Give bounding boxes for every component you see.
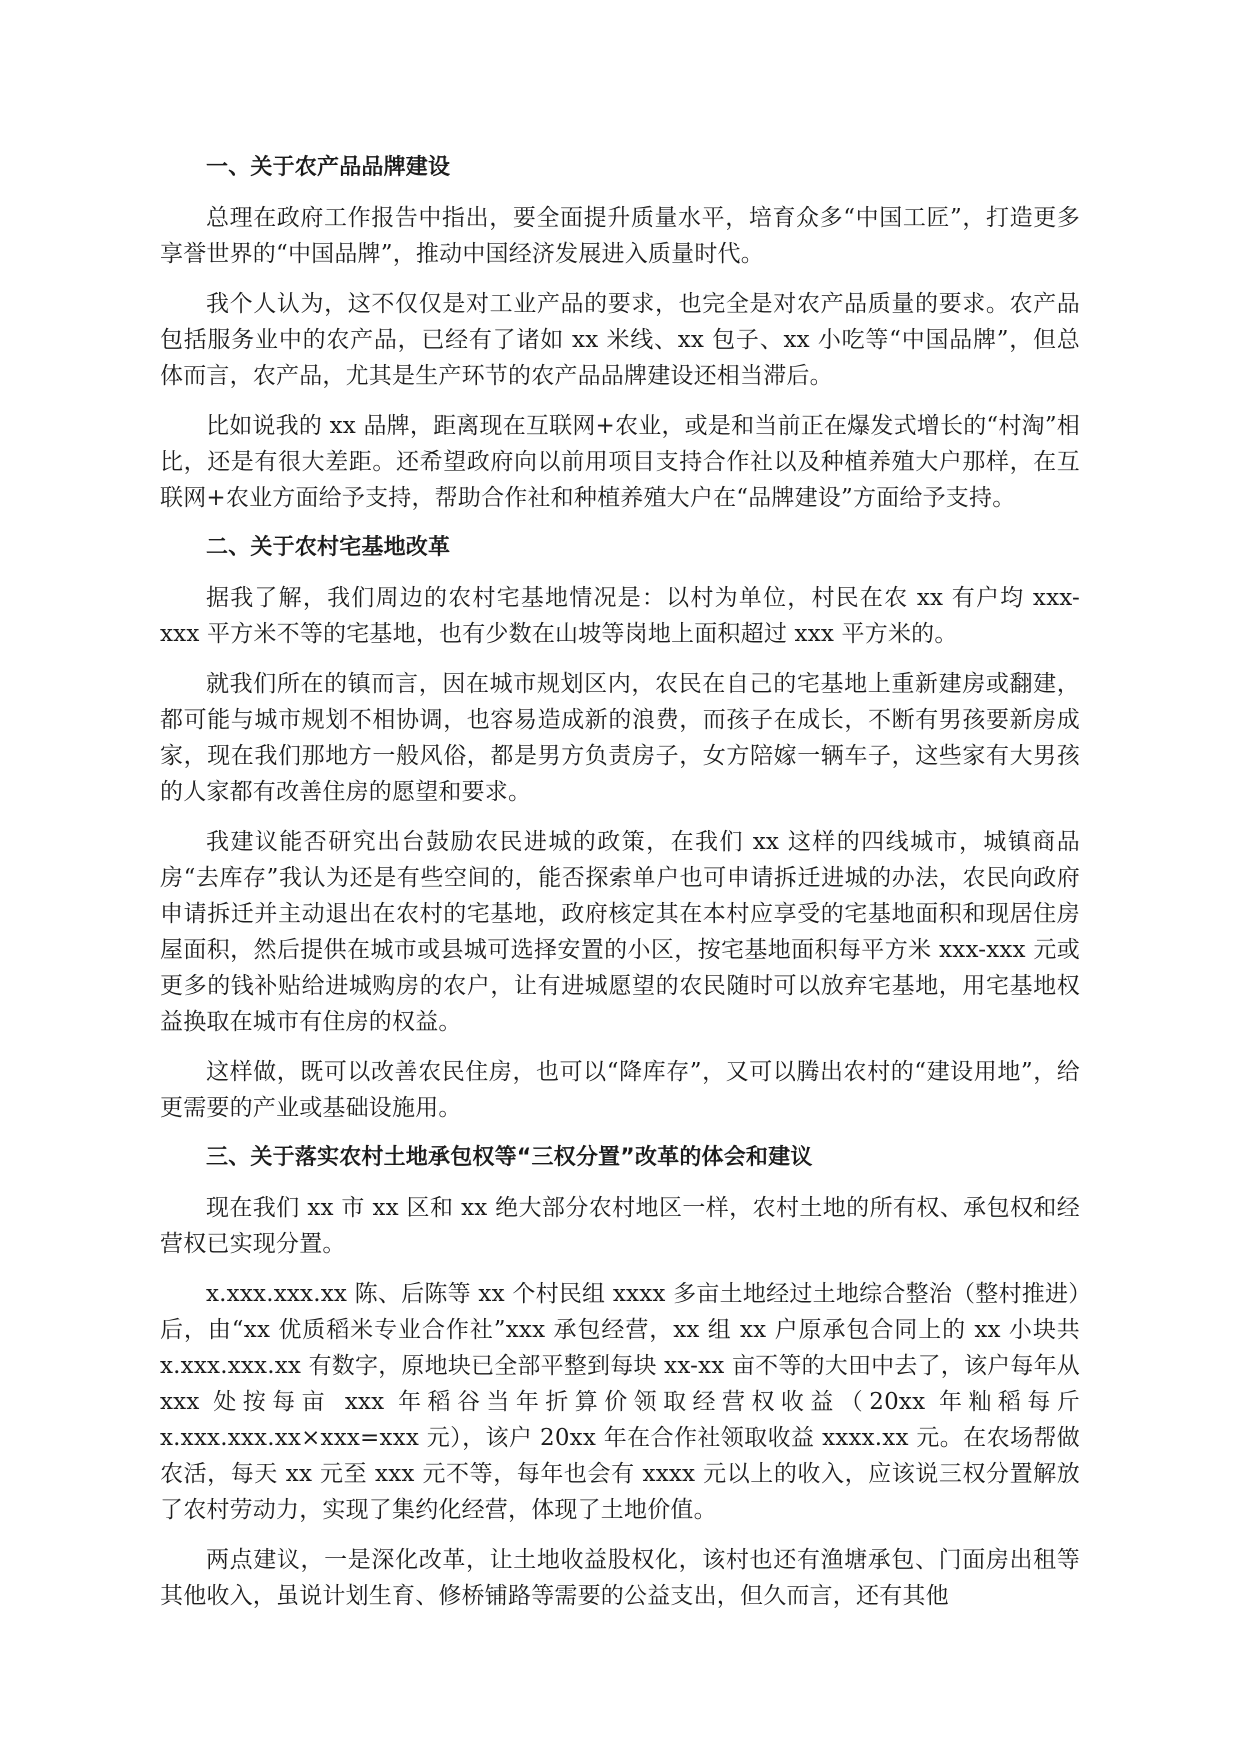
paragraph: 这样做，既可以改善农民住房，也可以“降库存”，又可以腾出农村的“建设用地”，给更需要的产业或基础设施用。	[160, 1059, 1080, 1121]
paragraph: x.xxx.xxx.xx 陈、后陈等 xx 个村民组 xxxx 多亩土地经过土地综合整治（整村推进）后，由“xx 优质稻米专业合作社”xxx 承包经营，xx 组 xx 户原承包合同上的 xx 小块共 x.xxx.xxx.xx 有数字，原地块已全部平整到每块 xx-xx 亩不等的大田中去了，该户每年从 xxx 处按每亩 xxx 年稻谷当年折算价领取经营权收益（20xx 年籼稻每斤 x.xxx.xxx.xx×xxx=xxx 元），该户 20xx 年在合作社领取收益 xxxx.xx 元。在农场帮做农活，每天 xx 元至 xxx 元不等，每年也会有 xxxx 元以上的收入，应该说三权分置解放了农村劳动力，实现了集约化经营，体现了土地价值。	[160, 1281, 1080, 1523]
paragraph: 两点建议，一是深化改革，让土地收益股权化，该村也还有渔塘承包、门面房出租等其他收入，虽说计划生育、修桥铺路等需要的公益支出，但久而言，还有其他	[160, 1547, 1080, 1609]
paragraph: 我个人认为，这不仅仅是对工业产品的要求，也完全是对农产品质量的要求。农产品包括服务业中的农产品，已经有了诸如 xx 米线、xx 包子、xx 小吃等“中国品牌”，但总体而言，农产品，尤其是生产环节的农产品品牌建设还相当滞后。	[160, 291, 1080, 389]
section-homestead-reform	[160, 530, 1080, 1126]
paragraph: 总理在政府工作报告中指出，要全面提升质量水平，培育众多“中国工匠”，打造更多享誉世界的“中国品牌”，推动中国经济发展进入质量时代。	[160, 205, 1080, 267]
paragraph: 就我们所在的镇而言，因在城市规划区内，农民在自己的宅基地上重新建房或翻建，都可能与城市规划不相协调，也容易造成新的浪费，而孩子在成长，不断有男孩要新房成家，现在我们那地方一般风俗，都是男方负责房子，女方陪嫁一辆车子，这些家有大男孩的人家都有改善住房的愿望和要求。	[160, 671, 1080, 805]
document-page	[160, 150, 1080, 1628]
section-three-rights-separation	[160, 1140, 1080, 1614]
paragraph: 据我了解，我们周边的农村宅基地情况是：以村为单位，村民在农 xx 有户均 xxx-xxx 平方米不等的宅基地，也有少数在山坡等岗地上面积超过 xxx 平方米的。	[160, 585, 1080, 647]
section-heading: 三、关于落实农村土地承包权等“三权分置”改革的体会和建议	[206, 1145, 813, 1170]
section-brand-building	[160, 150, 1080, 516]
section-heading: 二、关于农村宅基地改革	[206, 535, 451, 560]
paragraph: 现在我们 xx 市 xx 区和 xx 绝大部分农村地区一样，农村土地的所有权、承包权和经营权已实现分置。	[160, 1195, 1080, 1257]
section-heading: 一、关于农产品品牌建设	[206, 155, 451, 180]
paragraph: 比如说我的 xx 品牌，距离现在互联网+农业，或是和当前正在爆发式增长的“村淘”相比，还是有很大差距。还希望政府向以前用项目支持合作社以及种植养殖大户那样，在互联网+农业方面给予支持，帮助合作社和种植养殖大户在“品牌建设”方面给予支持。	[160, 413, 1080, 511]
paragraph: 我建议能否研究出台鼓励农民进城的政策，在我们 xx 这样的四线城市，城镇商品房“去库存”我认为还是有些空间的，能否探索单户也可申请拆迁进城的办法，农民向政府申请拆迁并主动退出在农村的宅基地，政府核定其在本村应享受的宅基地面积和现居住房屋面积，然后提供在城市或县城可选择安置的小区，按宅基地面积每平方米 xxx-xxx 元或更多的钱补贴给进城购房的农户，让有进城愿望的农民随时可以放弃宅基地，用宅基地权益换取在城市有住房的权益。	[160, 829, 1080, 1035]
